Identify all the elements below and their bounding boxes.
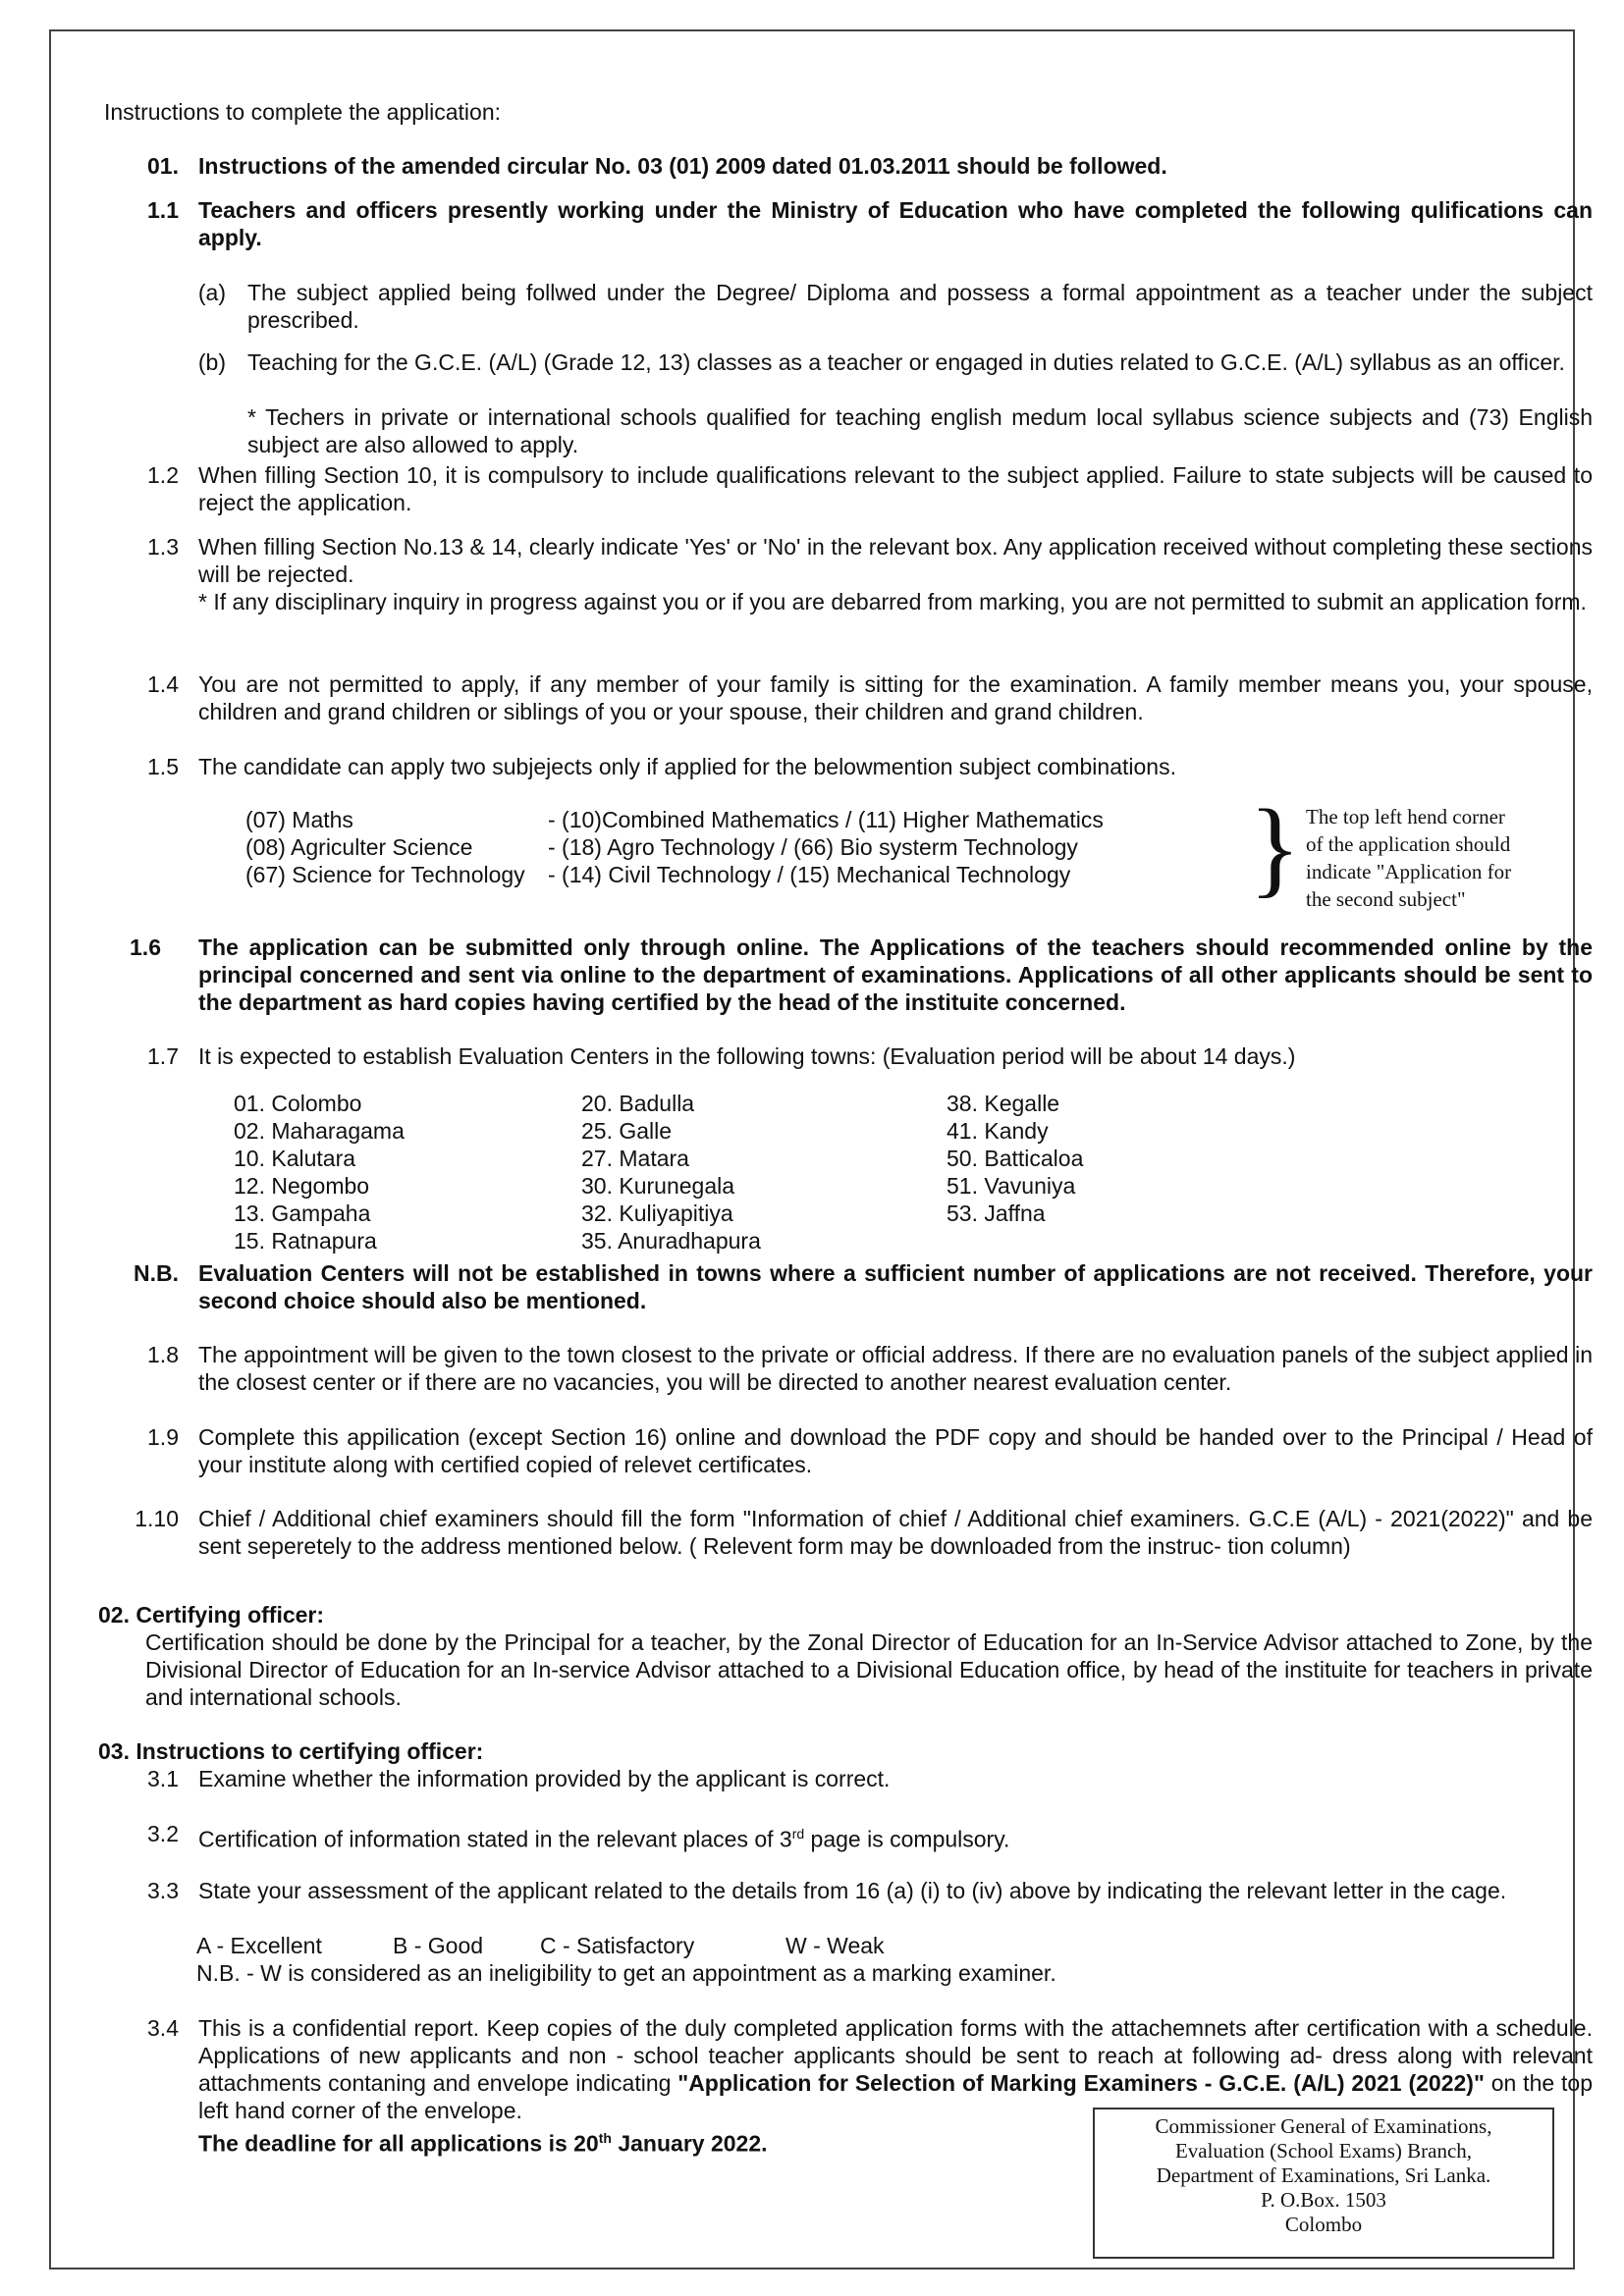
brace-icon: } (1249, 787, 1301, 907)
text-part: January 2022. (611, 2130, 768, 2157)
town-item: 13. Gampaha (234, 1201, 371, 1226)
text-part: Certification of information stated in the relevant places of 3 (198, 1826, 792, 1852)
item-note: * Techers in private or international schools qualified for teaching english medum local syllabus science subjects and (73) English subject are also allowed to apply. (247, 404, 1593, 457)
grade-label: B - Good (393, 1933, 484, 1958)
section-text (198, 1820, 1593, 1853)
grade-label: W - Weak (785, 1933, 885, 1958)
section-num: 1.6 (130, 934, 161, 960)
section-text: The candidate can apply two subjejects only if applied for the belowmention subject combinations. (198, 754, 1176, 779)
superscript: th (598, 2130, 612, 2146)
combo-pair: - (10)Combined Mathematics / (11) Higher Mathematics (548, 807, 1104, 832)
item-text: The subject applied being follwed under the Degree/ Diploma and possess a formal appointment as a teacher under the subject prescribed. (247, 280, 1593, 333)
town-item: 20. Badulla (581, 1091, 695, 1116)
section-text: Certification should be done by the Principal for a teacher, by the Zonal Director of Education for an In-Service Advisor attached to Zone, by the Divisional Director of Education for an In-service Advisor attached to a Divisional Education office, by head of the instituite for teachers in private and international schools. (145, 1629, 1593, 1710)
nb-text: Evaluation Centers will not be established in towns where a sufficient number of applications are not received. Therefore, your second choice should also be mentioned. (198, 1260, 1593, 1313)
section-num: 3.1 (147, 1766, 179, 1791)
side-note (1306, 803, 1511, 913)
item-letter: (b) (197, 349, 226, 375)
combo-pair: - (18) Agro Technology / (66) Bio systerm Technology (548, 834, 1078, 860)
superscript: rd (791, 1826, 805, 1842)
town-item: 51. Vavuniya (947, 1173, 1076, 1199)
section-text: It is expected to establish Evaluation Centers in the following towns: (Evaluation period will be about 14 days.) (198, 1043, 1296, 1069)
town-item: 38. Kegalle (947, 1091, 1060, 1116)
envelope-title: "Application for Selection of Marking Examiners - G.C.E. (A/L) 2021 (2022)" (677, 2070, 1485, 2096)
text-part: The deadline for all applications is 20 (198, 2130, 599, 2157)
text-part: page is compulsory. (804, 1826, 1010, 1852)
town-item: 50. Batticaloa (947, 1146, 1084, 1171)
section-num: 3.3 (147, 1878, 179, 1903)
section-text: Complete this appilication (except Section 16) online and download the PDF copy and should be handed over to the Principal / Head of your institute along with certified copied of relevet certificates. (198, 1424, 1593, 1477)
town-item: 53. Jaffna (947, 1201, 1046, 1226)
town-item: 32. Kuliyapitiya (581, 1201, 733, 1226)
town-item: 15. Ratnapura (234, 1228, 377, 1254)
section-num: 01. (147, 153, 179, 179)
side-note-line: indicate "Application for (1306, 860, 1512, 883)
section-text: The appointment will be given to the town closest to the private or official address. If there are no evaluation panels of the subject applied in the closest center or if there are no vacancies, you will be directed to another nearest evaluation center. (198, 1342, 1593, 1395)
section-text: Instructions of the amended circular No. 03 (01) 2009 dated 01.03.2011 should be followed. (198, 153, 1167, 179)
side-note-line: of the application should (1306, 832, 1511, 856)
town-item: 27. Matara (581, 1146, 689, 1171)
town-item: 01. Colombo (234, 1091, 362, 1116)
town-column (234, 1090, 405, 1255)
town-item: 30. Kurunegala (581, 1173, 735, 1199)
address-line: Commissioner General of Examinations, (1155, 2114, 1492, 2138)
town-item: 25. Galle (581, 1118, 673, 1144)
grade-note: N.B. - W is considered as an ineligibility to get an appointment as a marking examiner. (196, 1960, 1056, 1986)
combo-subject: (08) Agriculter Science (245, 834, 473, 860)
section-text: Teachers and officers presently working under the Ministry of Education who have completed the following qulifications can apply. (198, 197, 1593, 250)
grade-label: A - Excellent (196, 1933, 322, 1958)
nb-label: N.B. (134, 1260, 179, 1286)
section-text: When filling Section No.13 & 14, clearly indicate 'Yes' or 'No' in the relevant box. Any application received without completing these sections will be rejected. (198, 534, 1593, 587)
section-num: 1.1 (147, 197, 179, 223)
section-text: State your assessment of the applicant related to the details from 16 (a) (i) to (iv) above by indicating the relevant letter in the cage. (198, 1878, 1507, 1903)
section-note: * If any disciplinary inquiry in progress against you or if you are debarred from marking, you are not permitted to submit an application form. (198, 589, 1587, 614)
section-num: 3.2 (147, 1821, 179, 1846)
section-text: You are not permitted to apply, if any member of your family is sitting for the examination. A family member means you, your spouse, children and grand children or siblings of you or your spouse, their children and grand children. (198, 671, 1593, 724)
address-box (1093, 2108, 1554, 2259)
text-part: on the top left hand corner of the envelope. (198, 2070, 1593, 2123)
section-text: The application can be submitted only through online. The Applications of the teachers should recommended online by the principal concerned and sent via online to the department of examinations. Applications of all other applicants should be sent to the department as hard copies having certified by the head of the instituite concerned. (198, 934, 1593, 1015)
section-title: 02. Certifying officer: (98, 1602, 325, 1628)
section-text: Examine whether the information provided by the applicant is correct. (198, 1766, 891, 1791)
section-title: 03. Instructions to certifying officer: (98, 1738, 484, 1764)
section-num: 1.9 (147, 1424, 179, 1450)
item-letter: (a) (197, 280, 226, 305)
deadline (198, 2124, 768, 2158)
section-text: Chief / Additional chief examiners should fill the form "Information of chief / Additional chief examiners. G.C.E (A/L) - 2021(2022)" and be sent seperetely to the address mentioned below. ( Relevent form may be downloaded from the instruc- tion column) (198, 1506, 1593, 1559)
town-item: 41. Kandy (947, 1118, 1049, 1144)
section-num: 3.4 (147, 2015, 179, 2041)
town-column (947, 1090, 1083, 1227)
combo-pair: - (14) Civil Technology / (15) Mechanical Technology (548, 862, 1071, 887)
section-num: 1.10 (135, 1506, 179, 1531)
address-line: Colombo (1284, 2213, 1363, 2236)
grade-label: C - Satisfactory (540, 1933, 695, 1958)
section-num: 1.4 (147, 671, 179, 697)
town-item: 12. Negombo (234, 1173, 370, 1199)
section-num: 1.2 (147, 462, 179, 488)
text-part: This is a confidential report. Keep copies of the duly completed application forms with the attachemnets after certification with a schedule. Applications of new applicants and non - school teacher applicants should be sent to reach at following ad- dress along with relevant attachments contaning and envelope indicating (198, 2015, 1593, 2096)
town-item: 10. Kalutara (234, 1146, 356, 1171)
address-line: P. O.Box. 1503 (1261, 2188, 1386, 2212)
address-line: Department of Examinations, Sri Lanka. (1156, 2163, 1491, 2187)
item-text: Teaching for the G.C.E. (A/L) (Grade 12, 13) classes as a teacher or engaged in duties related to G.C.E. (A/L) syllabus as an officer. (247, 349, 1565, 375)
side-note-line: the second subject" (1306, 887, 1466, 911)
section-num: 1.3 (147, 534, 179, 560)
side-note-line: The top left hend corner (1306, 805, 1505, 828)
town-item: 35. Anuradhapura (581, 1228, 761, 1254)
page-heading: Instructions to complete the application: (104, 99, 502, 125)
combo-subject: (67) Science for Technology (245, 862, 525, 887)
address-line: Evaluation (School Exams) Branch, (1174, 2139, 1473, 2163)
town-item: 02. Maharagama (234, 1118, 405, 1144)
section-text: When filling Section 10, it is compulsory to include qualifications relevant to the subject applied. Failure to state subjects will be caused to reject the application. (198, 462, 1593, 515)
section-num: 1.8 (147, 1342, 179, 1367)
town-column (581, 1090, 761, 1255)
section-num: 1.7 (147, 1043, 179, 1069)
section-num: 1.5 (147, 754, 179, 779)
combo-subject: (07) Maths (245, 807, 353, 832)
